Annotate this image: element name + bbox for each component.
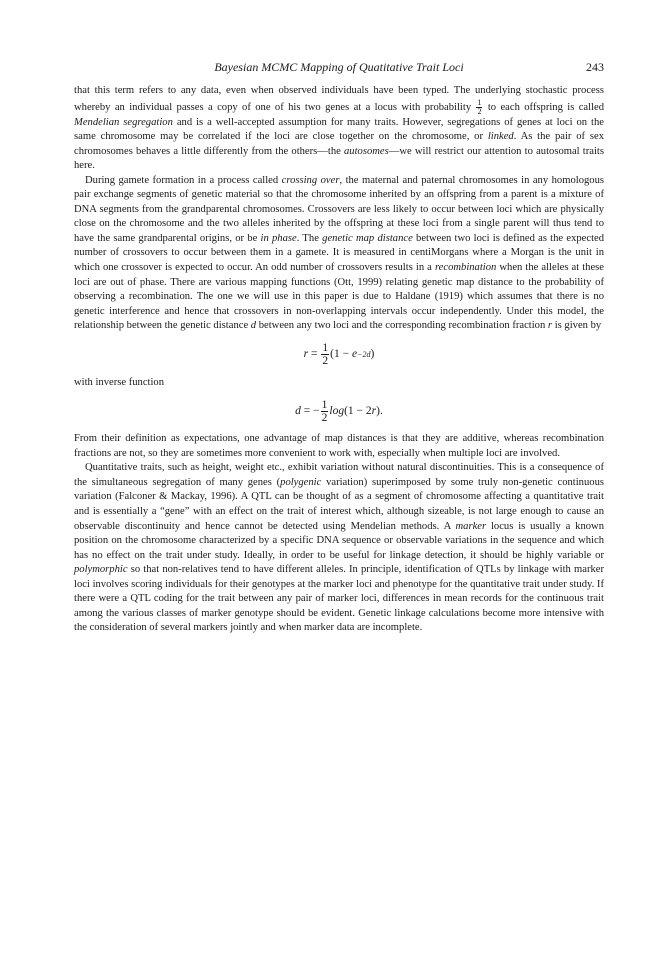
text-run: , the maternal and paternal chromosomes in any homologous pair exchange segments of genetic material so that the chromosome inherited by an offspring from a parent is a mixture of DNA segments from the grandparental chromosomes. Crossovers are less likely to occur between loci which are physically close on the chromosome and the two alleles inherited by the offspring at these loci from a single parent will thus tend to have the same grandparental origins, or be <box>74 174 605 244</box>
term-polymorphic: polymorphic <box>74 564 128 576</box>
term-marker: marker <box>455 520 487 532</box>
eq-fraction <box>321 399 329 424</box>
eq-log: log <box>329 404 345 417</box>
fraction-denominator: 2 <box>477 106 482 116</box>
text-run: when the alleles at these loci are out of phase. There are various mapping functions (Ott, 1999) relating genetic map distance to the probability of observing a recombination. The one we will use in this paper is due to Haldane (1919) which assumes that there is no genetic interference and hence that crossovers in non-overlapping intervals occur independently. Under this model, the relationship between the genetic distance <box>74 262 604 332</box>
term-autosomes: autosomes <box>344 145 389 157</box>
text-run: —we will restrict our attention to autosomal traits here. <box>74 145 604 172</box>
eq-term: ). <box>376 404 383 417</box>
fraction-denominator: 2 <box>322 355 329 368</box>
eq-exp-base: e <box>351 348 358 361</box>
term-crossing-over: crossing over <box>281 174 340 186</box>
paragraph-3: From their definition as expectations, one advantage of map distances is that they are additive, whereas recombination fractions are not, so they are sometimes more convenient to work with, especially when multiple loci are involved. <box>74 433 604 459</box>
eq-exponent: −2d <box>357 349 371 359</box>
text-run: is given by <box>552 320 602 332</box>
text-run: . As the pair of sex chromosomes behaves a little differently from the others—the <box>74 131 604 157</box>
eq-term: (1 − <box>330 348 352 361</box>
paragraph-1 <box>74 84 604 174</box>
term-mendelian-segregation: Mendelian segregation <box>74 116 173 128</box>
text-run: locus is usually a known position on the chromosome characterized by a specific DNA sequence or observable variations in the sequence and which has no effect on the trait under study. Ideally, in order to be useful for linkage detection, it should be highly variable or <box>74 520 605 561</box>
text-run: and is a well-accepted assumption for many traits. However, segregations of genes at loci on the same chromosome may be correlated if the loci are close together on the chromosome, or <box>74 116 604 143</box>
inverse-label: with inverse function <box>74 376 165 388</box>
text-run: to each offspring is called <box>483 101 604 113</box>
term-genetic-map-distance: genetic map distance <box>322 232 413 244</box>
term-linked: linked <box>487 131 514 143</box>
text-run: that this term refers to any data, even when observed individuals have been typed. The underlying stochastic process whereby an individual passes a copy of one of his two genes at a locus with probability <box>74 85 604 113</box>
text-run: . The <box>296 232 323 244</box>
eq-term: ) <box>370 348 375 361</box>
fraction-denominator: 2 <box>321 411 328 424</box>
running-title: Bayesian MCMC Mapping of Quatitative Trait Loci <box>214 60 464 74</box>
term-polygenic: polygenic <box>280 476 322 488</box>
paragraph-4 <box>74 461 604 636</box>
eq-lhs: r <box>303 348 309 361</box>
body-text <box>74 84 604 636</box>
eq-variable-r: r <box>371 404 377 417</box>
equation-inverse <box>74 393 604 429</box>
variable-r: r <box>547 320 553 332</box>
paragraph-2 <box>74 174 604 334</box>
text-run: During gamete formation in a process called <box>85 174 282 186</box>
text-run: Quantitative traits, such as height, weight etc., exhibit variation without natural discontinuities. This is a consequence of the simultaneous segregation of many genes ( <box>74 462 604 488</box>
eq-equals: = <box>308 348 321 361</box>
fraction-one-half <box>476 99 482 116</box>
eq-equals: = − <box>300 404 320 417</box>
text-run: variation) superimposed by some truly non-genetic continuous variation (Falconer & Mackay, 1996). A QTL can be thought of as a segment of chromosome affecting a quantitative trait and is essentially a “gene” with an effect on the trait of interest which, although sizeable, is not large enough to cause an observable discontinuity and hence cannot be detected using Mendelian methods. A <box>74 476 604 532</box>
term-in-phase: in phase <box>260 232 297 244</box>
text-run: between two loci is defined as the expected number of crossovers to occur between them in a gamete. It is measured in centiMorgans where a Morgan is the unit in which one crossover is expected to occur. An odd number of crossovers results in a <box>74 232 605 274</box>
eq-lhs: d <box>295 404 301 417</box>
page-number: 243 <box>586 60 604 74</box>
eq-fraction <box>321 342 329 367</box>
text-run: between any two loci and the corresponding recombination fraction <box>256 320 548 332</box>
fraction-numerator: 1 <box>477 97 482 107</box>
variable-d: d <box>250 320 257 332</box>
page <box>74 60 604 636</box>
fraction-numerator: 1 <box>322 342 329 355</box>
page-header <box>74 60 604 82</box>
eq-term: (1 − 2 <box>344 404 372 417</box>
equation-haldane <box>74 337 604 373</box>
fraction-numerator: 1 <box>321 398 328 411</box>
text-run: so that non-relatives tend to have different alleles. In principle, identification of QTLs by linkage with marker loci involves scoring individuals for their genotypes at the marker loci and phenotype for the quantitative trait under study. If there were a QTL coding for the trait between any pair of marker loci, differences in mean records for the continuous trait among the various classes of marker genotype should be evident. Genetic linkage calculations become more intensive with the consideration of several markers jointly and when marker data are incomplete. <box>74 564 604 634</box>
term-recombination: recombination <box>434 262 497 274</box>
